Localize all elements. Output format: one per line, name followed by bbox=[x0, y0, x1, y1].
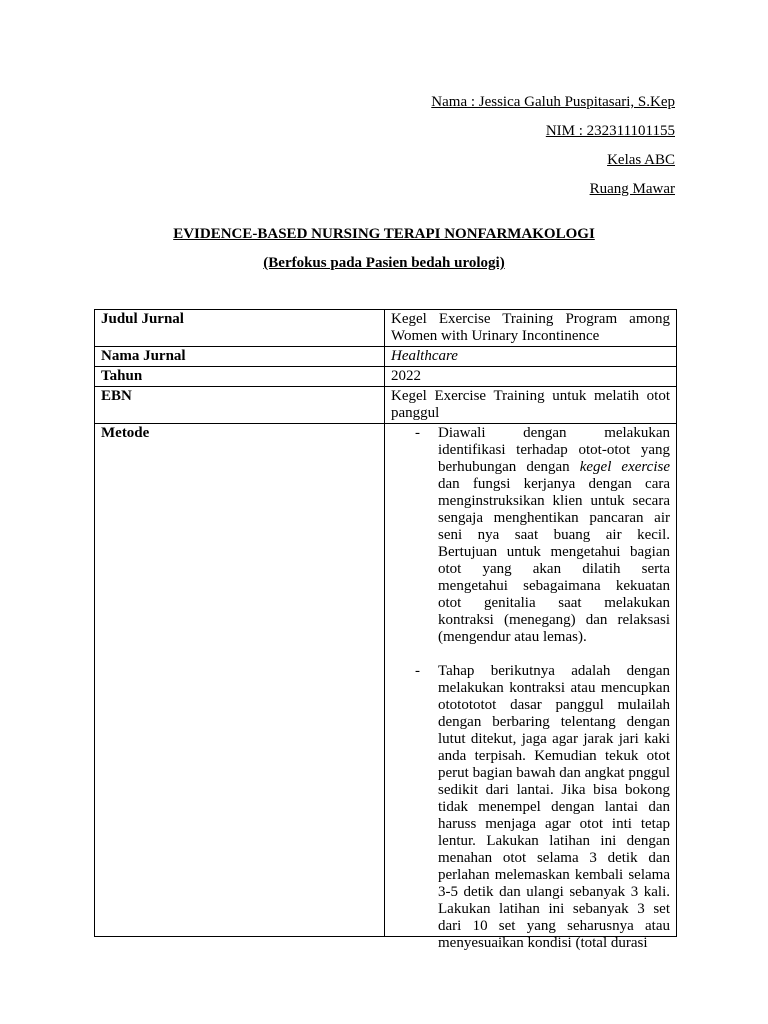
student-class: Kelas ABC bbox=[607, 152, 675, 168]
method-label: Metode bbox=[95, 424, 385, 937]
ebn-label: EBN bbox=[95, 387, 385, 424]
student-name: Nama : Jessica Galuh Puspitasari, S.Kep bbox=[431, 94, 675, 110]
journal-name-label: Nama Jurnal bbox=[95, 347, 385, 367]
method-text: Diawali dengan melakukan identifikasi terhadap otot-otot yang berhubungan dengan bbox=[438, 425, 670, 475]
list-item bbox=[391, 425, 670, 646]
table-row bbox=[95, 347, 677, 367]
journal-title-value: Kegel Exercise Training Program among Women with Urinary Incontinence bbox=[385, 310, 677, 347]
method-text: dan fungsi kerjanya dengan cara menginstruksikan klien untuk secara sengaja menghentikan pancaran air seni nya saat buang air kecil. Bertujuan untuk mengetahui bagian otot yang akan dilatih serta mengetahui sebagaimana kekuatan otot genitalia saat melakukan kontraksi (menegang) dan relaksasi (mengendur atau lemas). bbox=[438, 476, 670, 645]
method-emphasis: kegel exercise bbox=[579, 459, 670, 475]
table-row bbox=[95, 310, 677, 347]
list-dash: - bbox=[415, 663, 420, 679]
journal-name-value: Healthcare bbox=[391, 348, 458, 364]
year-value: 2022 bbox=[385, 367, 677, 387]
student-info bbox=[431, 88, 675, 204]
method-list bbox=[391, 425, 670, 952]
journal-title-label: Judul Jurnal bbox=[95, 310, 385, 347]
method-text: Tahap berikutnya adalah dengan melakukan kontraksi atau mencupkan ototototot dasar panggul mulailah dengan berbaring telentang dengan lutut ditekut, jaga agar jarak jari kaki anda terpisah. Kemudian tekuk otot perut bagian bawah dan angkat pnggul sedikit dari lantai. Jika bisa bokong tidak menempel dengan lantai dan haruss menjaga agar otot inti tetap lentur. Lakukan latihan ini dengan menahan otot selama 3 detik dan perlahan melemaskan kembali selama 3-5 detik dan ulangi sebanyak 3 kali. Lakukan latihan ini sebanyak 3 set dari 10 set yang seharusnya atau menyesuaikan kondisi (total durasi bbox=[438, 663, 671, 951]
document-subtitle: (Berfokus pada Pasien bedah urologi) bbox=[263, 255, 505, 271]
method-content bbox=[391, 425, 671, 951]
ebn-value: Kegel Exercise Training untuk melatih otot panggul bbox=[385, 387, 677, 424]
student-room: Ruang Mawar bbox=[589, 181, 675, 197]
list-dash: - bbox=[415, 425, 420, 441]
method-cell bbox=[385, 424, 677, 951]
list-item bbox=[391, 663, 670, 952]
table-row bbox=[95, 424, 677, 937]
table-row bbox=[95, 387, 677, 424]
document-title: EVIDENCE-BASED NURSING TERAPI NONFARMAKOLOGI bbox=[173, 226, 595, 242]
student-nim: NIM : 232311101155 bbox=[545, 123, 675, 139]
table-row bbox=[95, 367, 677, 387]
year-label: Tahun bbox=[95, 367, 385, 387]
journal-name-cell bbox=[385, 347, 677, 367]
journal-table bbox=[94, 309, 677, 951]
